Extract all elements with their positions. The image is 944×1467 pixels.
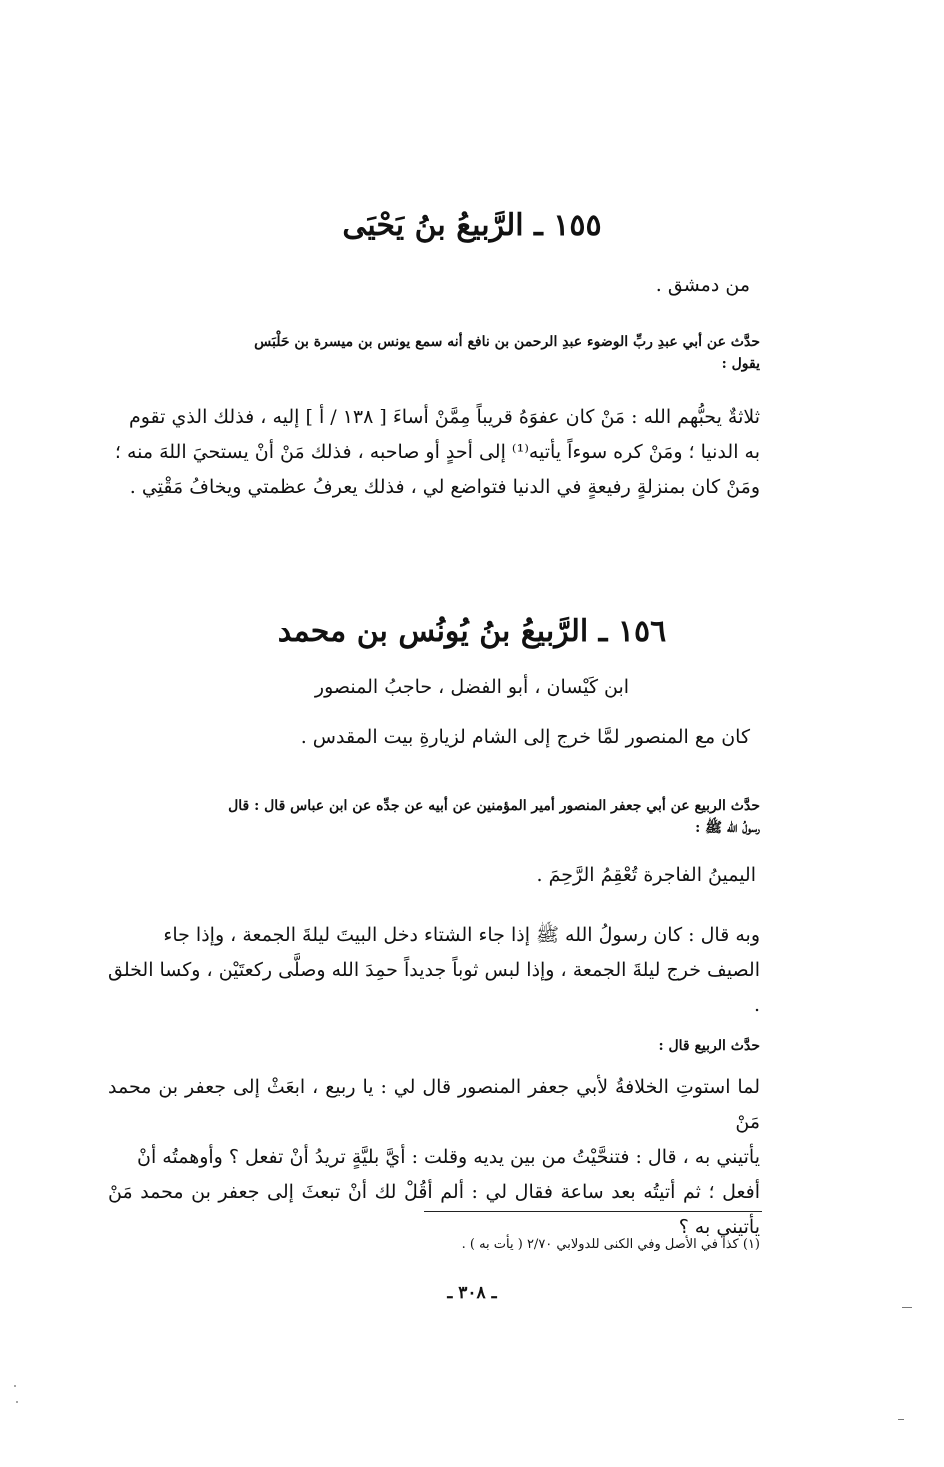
section-156-intro: كان مع المنصور لمَّا خرج إلى الشام لزيارةِ بيت المقدس . [300, 726, 750, 748]
text-line: يأتيني به ، قال : فتنحَّيْتُ من بين يديه وقلت : أيَّ بليَّةٍ تريدُ أنْ تفعل ؟ وأوهمتُه أنْ [137, 1146, 760, 1168]
section-155-text [108, 400, 760, 505]
section-155-heading: ١٥٥ ـ الرَّبيعُ بنُ يَحْيَى [342, 208, 602, 243]
hadith-1: اليمينُ الفاجرة تُعْقِمُ الرَّحِمَ . [536, 864, 756, 886]
isnad-line: حدَّث عن أبي عبدِ ربِّ الوضوء عبدِ الرحمن بن نافع أنه سمع يونس بن ميسرة بن حَلْبَس [254, 334, 760, 350]
text-line: الصيف خرج ليلةَ الجمعة ، وإذا لبس ثوباً جديداً حمِدَ الله وصلَّى ركعتَيْن ، وكسا الخلق . [108, 959, 760, 1016]
section-155-origin: من دمشق . [655, 274, 750, 296]
page-number: ـ ٣٠٨ ـ [447, 1283, 497, 1303]
section-156-subtitle: ابن كَيْسان ، أبو الفضل ، حاجبُ المنصور [314, 676, 630, 698]
section-156-isnad-1 [110, 795, 760, 839]
section-155-isnad [110, 331, 760, 375]
isnad-line: يقول : [721, 356, 760, 372]
text-line: ومَنْ كان بمنزلةٍ رفيعةٍ في الدنيا فتواضع لي ، فذلك يعرفُ عظمتي ويخافُ مَقْتِي . [129, 476, 760, 498]
text-line: ثلاثةٌ يحبُّهم الله : مَنْ كان عفوَهُ قريباً مِمَّنْ أساءَ [ ١٣٨ / أ ] إليه ، فذلك الذي تقوم [128, 406, 760, 428]
scan-mark [898, 1419, 904, 1420]
text-line: أفعل ؛ ثم أتيتُه بعد ساعة فقال لي : ألم أقُلْ لك أنْ تبعثَ إلى جعفر بن محمد مَنْ يأتيني به ؟ [108, 1181, 760, 1238]
footnote: (١) كذا في الأصل وفي الكنى للدولابي ٢/٧٠ ( يأت به ) . [461, 1237, 760, 1252]
isnad-line: حدَّث الربيع عن أبي جعفر المنصور أمير المؤمنين عن أبيه عن جدِّه عن ابن عباس قال : قال [228, 798, 760, 814]
section-156-isnad-2: حدَّث الربيع قال : [658, 1038, 760, 1054]
isnad-line: رسولُ الله ﷺ : [695, 820, 760, 836]
text-line: وبه قال : كان رسولُ الله ﷺ إذا جاء الشتاء دخل البيتَ ليلةَ الجمعة ، وإذا جاء [163, 924, 760, 946]
footnote-divider [424, 1211, 762, 1212]
story-text [108, 1070, 760, 1245]
scan-mark [16, 1401, 18, 1403]
text-line: به الدنيا ؛ ومَنْ كره سوءاً يأتيه⁽¹⁾ إلى أحدٍ أو صاحبه ، فذلك مَنْ أنْ يستحيَ اللهَ منه ؛ [114, 441, 760, 463]
section-156-heading: ١٥٦ ـ الرَّبيعُ بنُ يُونُس بن محمد [277, 614, 667, 649]
hadith-2 [108, 918, 760, 1023]
scan-mark [14, 1385, 16, 1387]
scan-mark [902, 1307, 912, 1308]
text-line: لما استوتِ الخلافةُ لأبي جعفر المنصور قال لي : يا ربيع ، ابعَثْ إلى جعفر بن محمد مَنْ [108, 1076, 760, 1133]
